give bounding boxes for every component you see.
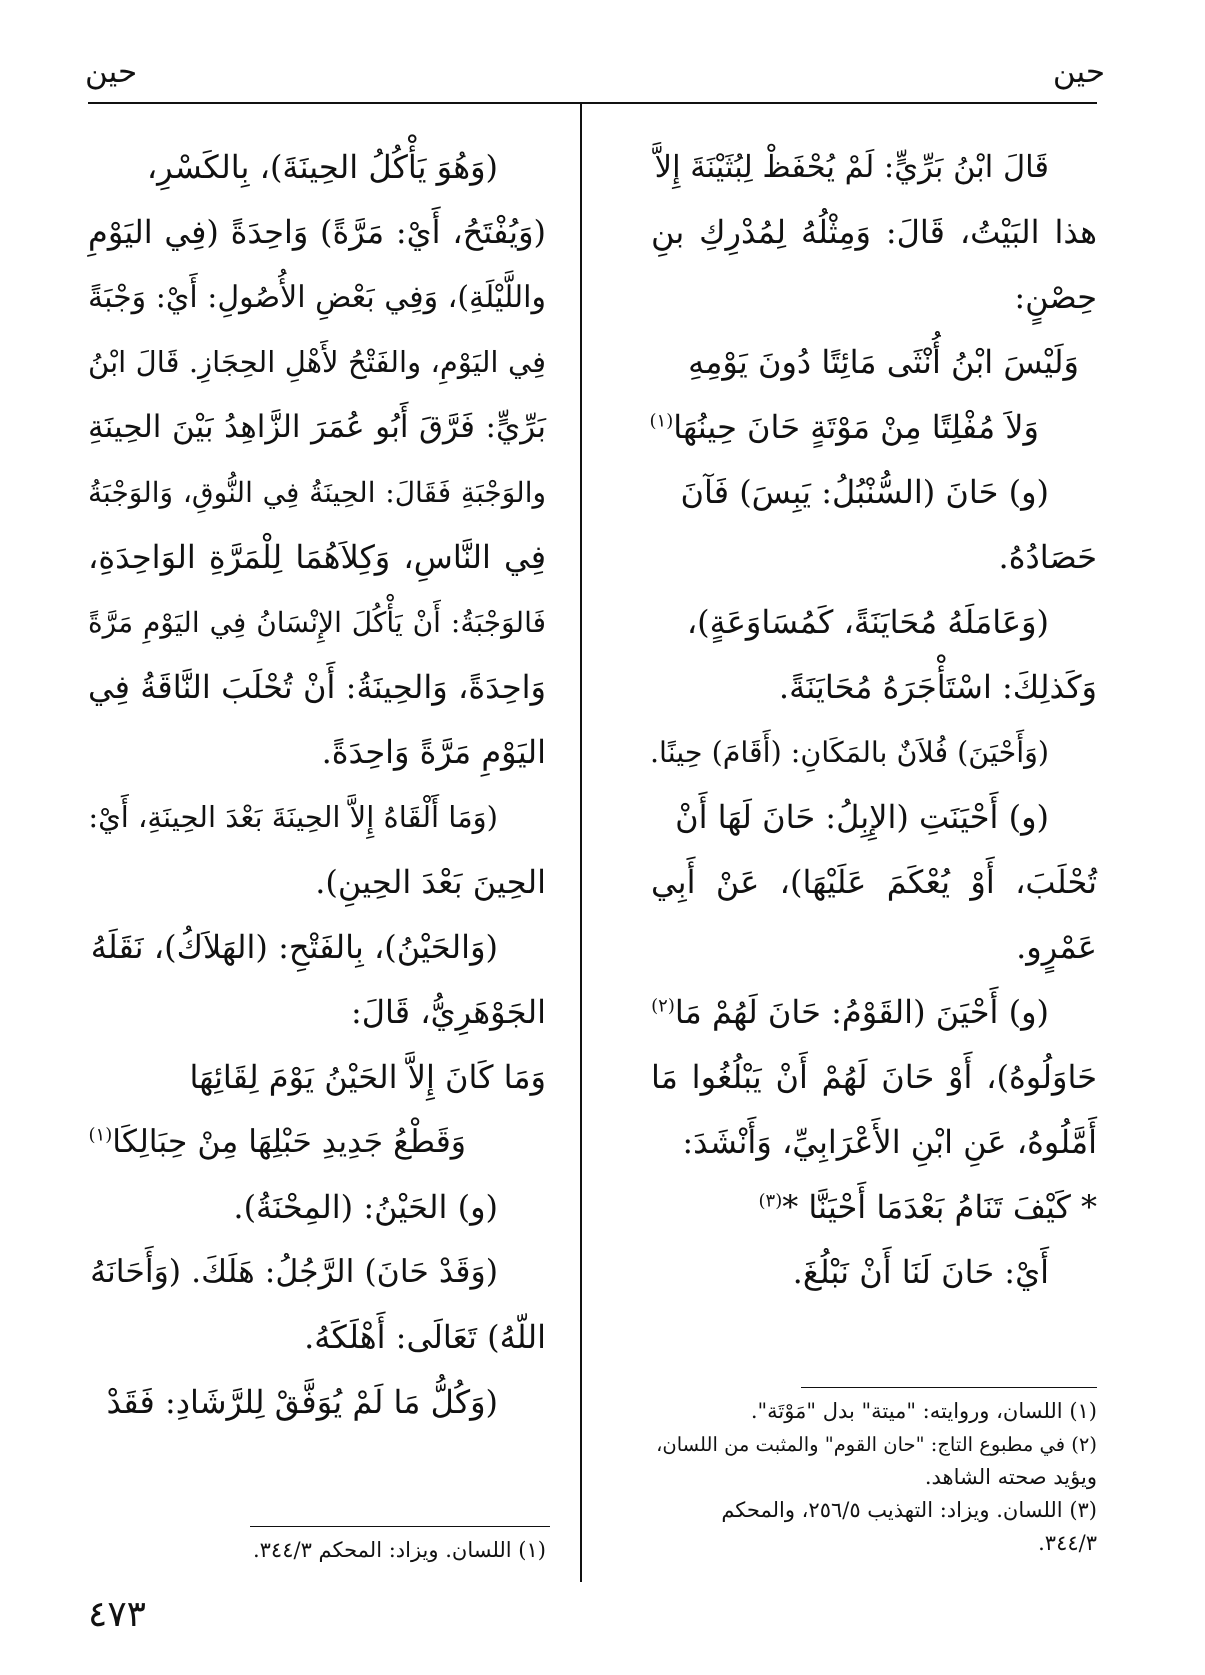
text-line: اللّهُ) تَعَالَى: أَهْلَكَهُ.	[304, 1318, 546, 1356]
footnote-rule-left	[250, 1526, 550, 1527]
text-line: (و) حَانَ (السُّنْبُلُ: يَبِسَ) فَآنَ	[680, 473, 1049, 511]
footnote-marker: (٢)	[651, 995, 675, 1017]
left-column	[88, 135, 546, 1435]
footnote-continuation: ٣٤٤/٣.	[1038, 1531, 1097, 1555]
running-head-left: حين	[85, 54, 138, 90]
text-line: (وَعَامَلَهُ مُحَايَنَةً، كَمُسَاوَعَةٍ)،	[686, 603, 1049, 641]
footnote: (١) اللسان. ويزاد: المحكم ٣٤٤/٣.	[252, 1538, 546, 1562]
page-number: ٤٧٣	[88, 1594, 147, 1635]
text-line: واللَّيْلَةِ)، وَفِي بَعْضِ الأُصُولِ: أَيْ: وَجْبَةً	[88, 280, 546, 315]
verse-line: وَلَيْسَ ابْنُ أُنْثَى مَائِتًا دُونَ يَوْمِهِ	[688, 343, 1079, 381]
text-line: فِي النَّاسِ، وَكِلاَهُمَا لِلْمَرَّةِ الوَاحِدَةِ،	[88, 538, 546, 576]
header-rule	[88, 102, 1097, 104]
footnote: (٢) في مطبوع التاج: "حان القوم" والمثبت من اللسان،	[656, 1433, 1097, 1456]
text-line: (وَمَا أَلْقَاهُ إِلاَّ الحِينَةَ بَعْدَ الحِينَةِ، أَيْ:	[88, 800, 498, 834]
text-line: فِي اليَوْمِ، والفَتْحُ لأَهْلِ الحِجَازِ. قَالَ ابْنُ	[88, 345, 546, 379]
verse-line: وَقَطْعُ جَدِيدِ حَبْلِهَا مِنْ حِبَالِكَا$^{(١)}$	[88, 1124, 466, 1160]
footnote-marker: (١)	[649, 410, 674, 432]
text-line: بَرِّيٍّ: فَرَّقَ أَبُو عُمَرَ الزَّاهِدُ بَيْنَ الحِينَةِ	[88, 409, 546, 445]
text-line: اليَوْمِ مَرَّةً وَاحِدَةً.	[321, 733, 546, 771]
column-divider	[580, 104, 582, 1582]
text-line: (وَأَحْيَنَ) فُلاَنٌ بالمَكَانِ: (أَقَامَ) حِينًا.	[649, 736, 1049, 769]
text-line: تُحْلَبَ، أَوْ يُعْكَمَ عَلَيْهَا)، عَنْ أَبِي	[651, 863, 1097, 901]
running-head-right: حين	[1052, 54, 1105, 90]
footnote-marker: (١)	[88, 1124, 113, 1146]
footnote-rule-right	[801, 1387, 1097, 1388]
text-line: هذا البَيْتُ، قَالَ: وَمِثْلُهُ لِمُدْرِكِ بنِ	[651, 213, 1097, 251]
text-line: حَاوَلُوهُ)، أَوْ حَانَ لَهُمْ أَنْ يَبْلُغُوا مَا	[651, 1058, 1097, 1096]
text-line: (وَيُفْتَحُ، أَيْ: مَرَّةً) وَاحِدَةً (فِي اليَوْمِ	[88, 213, 546, 251]
text-line: (وَكُلُّ مَا لَمْ يُوَفَّقْ لِلرَّشَادِ: فَقَدْ	[106, 1383, 498, 1421]
text-line: عَمْرٍو.	[1016, 928, 1097, 966]
footnotes-left	[88, 1534, 546, 1567]
text-line: أَيْ: حَانَ لَنَا أَنْ نَبْلُغَ.	[792, 1253, 1049, 1291]
footnotes-right	[651, 1395, 1097, 1560]
text-line: وَاحِدَةً، وَالحِينَةُ: أَنْ تُحْلَبَ النَّاقَةُ فِي	[88, 668, 546, 706]
text-line: (و) أَحْيَنَ (القَوْمُ: حَانَ لَهُمْ مَا$^{(٢)}$	[651, 993, 1049, 1031]
footnote: (١) اللسان، وروايته: "ميتة" بدل "مَوْتَة".	[750, 1399, 1097, 1423]
text-line: قَالَ ابْنُ بَرِّيٍّ: لَمْ يُحْفَظْ لِبُثَيْنَةَ إِلاَّ	[654, 150, 1049, 185]
text-line: الحِينَ بَعْدَ الحِينِ).	[315, 863, 546, 901]
text-line: حِصْنٍ:	[1014, 278, 1097, 316]
text-line: (و) أَحْيَنَتِ (الإِبِلُ: حَانَ لَهَا أَنْ	[675, 798, 1049, 836]
text-line: (وَهُوَ يَأْكُلُ الحِينَةَ)، بِالكَسْرِ،	[146, 148, 498, 186]
footnote-continuation: ويؤيد صحته الشاهد.	[924, 1465, 1097, 1489]
text-line: والوَجْبَةِ فَقَالَ: الحِينَةُ فِي النُّوقِ، وَالوَجْبَةُ	[88, 476, 546, 509]
footnote-marker: (٣)	[758, 1190, 783, 1212]
text-line: وَكَذلِكَ: اسْتَأْجَرَهُ مُحَايَنَةً.	[778, 668, 1097, 706]
footnote: (٣) اللسان. ويزاد: التهذيب ٢٥٦/٥، والمحكم	[721, 1498, 1097, 1522]
text-line: (وَالحَيْنُ)، بِالفَتْحِ: (الهَلاَكُ)، نَقَلَهُ	[90, 928, 498, 966]
right-column	[651, 135, 1097, 1305]
verse-line: وَمَا كَانَ إِلاَّ الحَيْنُ يَوْمَ لِقَائِهَا	[189, 1058, 546, 1096]
text-line: حَصَادُهُ.	[998, 538, 1097, 576]
text-line: الجَوْهَرِيُّ، قَالَ:	[351, 993, 546, 1031]
verse-line: * كَيْفَ تَنَامُ بَعْدَمَا أَحْيَنَّا *$^{(٣)}$	[758, 1188, 1097, 1226]
text-line: أَمَّلُوهُ، عَنِ ابْنِ الأَعْرَابِيِّ، وَأَنْشَدَ:	[682, 1123, 1097, 1161]
text-line: فَالوَجْبَةُ: أَنْ يَأْكُلَ الإِنْسَانُ فِي اليَوْمِ مَرَّةً	[88, 606, 546, 639]
text-line: (و) الحَيْنُ: (المِحْنَةُ).	[233, 1188, 498, 1226]
text-line: (وَقَدْ حَانَ) الرَّجُلُ: هَلَكَ. (وَأَحَانَهُ	[90, 1254, 498, 1290]
verse-line: وَلاَ مُفْلِتًا مِنْ مَوْتَةٍ حَانَ حِينُهَا$^{(١)}$	[649, 408, 1039, 446]
